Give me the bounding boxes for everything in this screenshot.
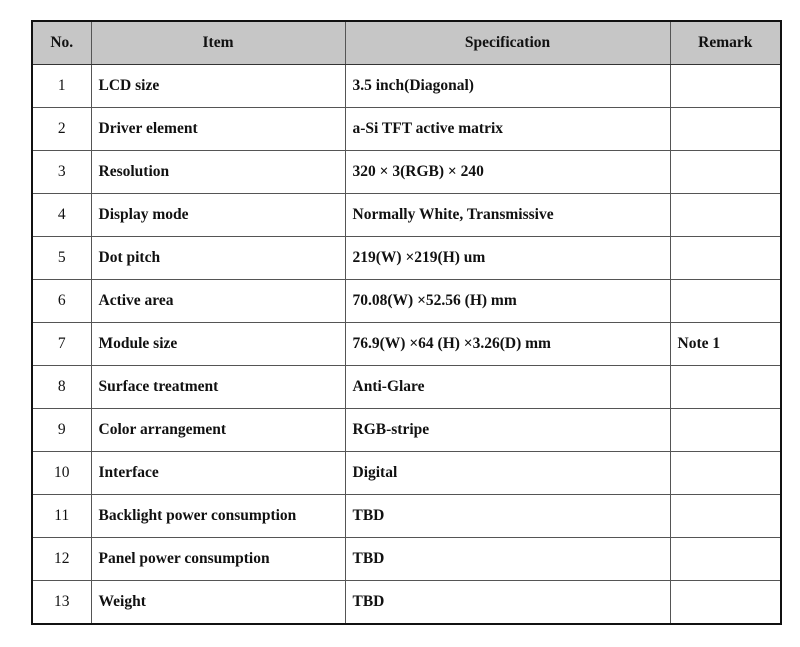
cell-remark <box>670 65 781 108</box>
table-row <box>32 452 781 495</box>
cell-specification: Normally White, Transmissive <box>345 194 670 237</box>
header-specification: Specification <box>345 21 670 65</box>
cell-specification: 76.9(W) ×64 (H) ×3.26(D) mm <box>345 323 670 366</box>
cell-no: 12 <box>32 538 91 581</box>
cell-specification: Anti-Glare <box>345 366 670 409</box>
cell-specification: TBD <box>345 495 670 538</box>
cell-no: 4 <box>32 194 91 237</box>
header-no: No. <box>32 21 91 65</box>
cell-no: 7 <box>32 323 91 366</box>
cell-no: 6 <box>32 280 91 323</box>
cell-item: Dot pitch <box>91 237 345 280</box>
cell-no: 10 <box>32 452 91 495</box>
cell-no: 2 <box>32 108 91 151</box>
cell-item: Display mode <box>91 194 345 237</box>
cell-remark <box>670 151 781 194</box>
cell-no: 1 <box>32 65 91 108</box>
table-row <box>32 323 781 366</box>
header-row <box>32 21 781 65</box>
header-item: Item <box>91 21 345 65</box>
table-row <box>32 581 781 625</box>
table-row <box>32 151 781 194</box>
cell-remark <box>670 237 781 280</box>
cell-specification: 3.5 inch(Diagonal) <box>345 65 670 108</box>
cell-item: Module size <box>91 323 345 366</box>
cell-item: Driver element <box>91 108 345 151</box>
cell-remark <box>670 194 781 237</box>
cell-item: Surface treatment <box>91 366 345 409</box>
cell-remark <box>670 538 781 581</box>
cell-remark <box>670 108 781 151</box>
cell-remark: Note 1 <box>670 323 781 366</box>
cell-specification: Digital <box>345 452 670 495</box>
table-row <box>32 237 781 280</box>
table-row <box>32 495 781 538</box>
cell-specification: 320 × 3(RGB) × 240 <box>345 151 670 194</box>
cell-item: Interface <box>91 452 345 495</box>
cell-item: Resolution <box>91 151 345 194</box>
table-row <box>32 65 781 108</box>
table-row <box>32 538 781 581</box>
cell-remark <box>670 409 781 452</box>
cell-remark <box>670 366 781 409</box>
cell-no: 3 <box>32 151 91 194</box>
cell-specification: RGB-stripe <box>345 409 670 452</box>
table-header <box>32 21 781 65</box>
table-body <box>32 65 781 625</box>
header-remark: Remark <box>670 21 781 65</box>
cell-remark <box>670 452 781 495</box>
cell-remark <box>670 495 781 538</box>
cell-no: 11 <box>32 495 91 538</box>
cell-item: Panel power consumption <box>91 538 345 581</box>
cell-item: Active area <box>91 280 345 323</box>
cell-item: Backlight power consumption <box>91 495 345 538</box>
cell-item: Weight <box>91 581 345 625</box>
cell-specification: 70.08(W) ×52.56 (H) mm <box>345 280 670 323</box>
cell-specification: a-Si TFT active matrix <box>345 108 670 151</box>
cell-item: LCD size <box>91 65 345 108</box>
cell-no: 5 <box>32 237 91 280</box>
cell-specification: TBD <box>345 538 670 581</box>
cell-no: 13 <box>32 581 91 625</box>
cell-item: Color arrangement <box>91 409 345 452</box>
table-row <box>32 409 781 452</box>
table-row <box>32 194 781 237</box>
cell-no: 8 <box>32 366 91 409</box>
table-row <box>32 280 781 323</box>
cell-remark <box>670 280 781 323</box>
specification-table <box>31 20 782 625</box>
cell-no: 9 <box>32 409 91 452</box>
table-row <box>32 366 781 409</box>
cell-remark <box>670 581 781 625</box>
cell-specification: TBD <box>345 581 670 625</box>
cell-specification: 219(W) ×219(H) um <box>345 237 670 280</box>
table-row <box>32 108 781 151</box>
